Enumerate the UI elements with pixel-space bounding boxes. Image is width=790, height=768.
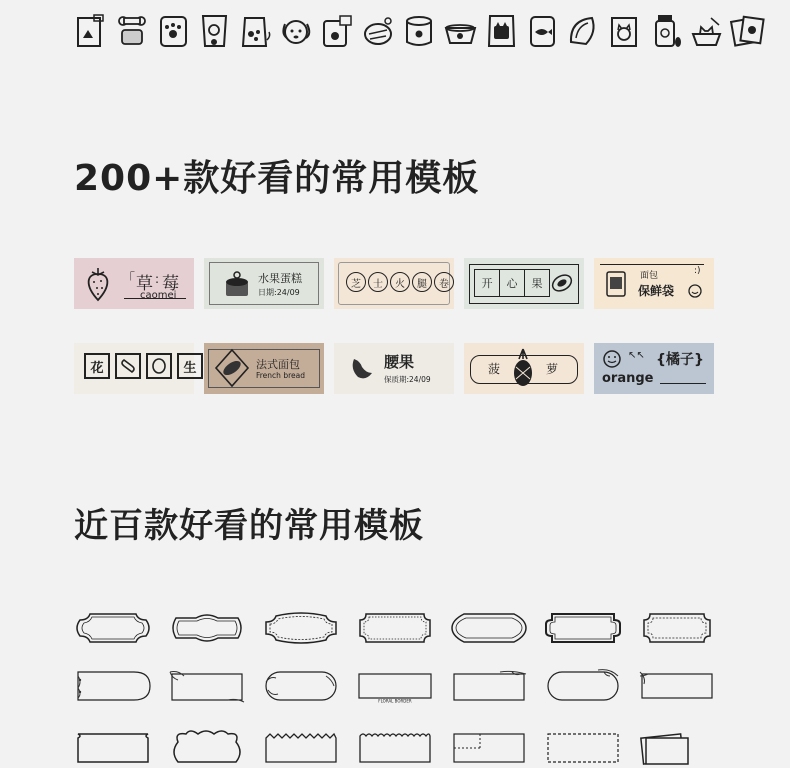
paper-frame <box>262 728 340 764</box>
ornate-frame <box>168 610 246 646</box>
pet-food-bag-icon <box>197 12 232 50</box>
peanut-icon-box <box>115 353 141 379</box>
label-cn: 法式面包 <box>256 358 300 371</box>
label-main: 保鲜袋 <box>638 284 675 298</box>
cake-icon <box>224 268 250 298</box>
template-peanut <box>74 343 197 394</box>
kibble-bag-icon <box>238 12 273 50</box>
label-date: 日期:24/09 <box>258 288 300 297</box>
paper-frame <box>356 728 434 764</box>
floral-frame <box>638 668 716 704</box>
paw-tin-icon <box>402 12 437 50</box>
label-top: 面包 <box>640 271 659 281</box>
fish-can-icon <box>525 12 560 50</box>
paw-can-icon <box>156 12 191 50</box>
label-char: 菠 <box>488 362 501 376</box>
label-char-box: 果 <box>525 269 550 297</box>
label-cn: {橘子} <box>656 352 704 368</box>
label-char-circle: 芝 <box>346 272 366 292</box>
ornate-frame <box>638 610 716 646</box>
floral-frame <box>168 668 246 704</box>
paw-card-icon <box>320 12 355 50</box>
paw-bowl-icon <box>443 12 478 50</box>
label-char: 萝 <box>546 362 559 376</box>
pet-icon-strip <box>74 12 765 50</box>
smile-icon <box>688 284 702 298</box>
template-row-1 <box>74 258 714 309</box>
section-title-frames: 近百款好看的常用模板 <box>74 506 424 546</box>
floral-frame <box>450 668 528 704</box>
bone-treat-icon <box>115 12 150 50</box>
label-char: 莓 <box>162 274 179 294</box>
template-cheese-ham-roll <box>334 258 454 309</box>
meat-treat-icon <box>361 12 396 50</box>
bread-diamond-icon <box>214 348 250 388</box>
paper-frame <box>74 728 152 764</box>
pet-bag-icon <box>74 12 109 50</box>
template-bread-bag <box>594 258 714 309</box>
ornate-frame <box>74 610 152 646</box>
pistachio-icon <box>550 270 574 296</box>
cat-bowl-icon <box>689 12 724 50</box>
label-char-box: 心 <box>500 269 525 297</box>
label-char-box: 开 <box>474 269 500 297</box>
floral-frame <box>74 668 152 704</box>
label-smile: :) <box>694 266 701 276</box>
label-en: caomei <box>140 290 177 301</box>
paper-frame <box>450 728 528 764</box>
paper-frame <box>544 728 622 764</box>
label-char: 草 <box>136 274 153 294</box>
label-date: 保质期:24/09 <box>384 375 431 384</box>
label-char-circle: 士 <box>368 272 388 292</box>
label-char-box: 花 <box>84 353 110 379</box>
smiley-icon <box>602 349 622 369</box>
fish-steak-icon <box>566 12 601 50</box>
paper-frame <box>638 728 716 764</box>
frame-row-1 <box>74 610 716 646</box>
bread-jar-icon <box>604 268 628 298</box>
cat-box-icon <box>607 12 642 50</box>
frame-row-3 <box>74 728 716 764</box>
dog-face-icon <box>279 12 314 50</box>
arrow-icon: ↖↖ <box>628 350 645 361</box>
label-name: 水果蛋糕 <box>258 272 302 285</box>
floral-frame <box>262 668 340 704</box>
floral-frame <box>544 668 622 704</box>
template-row-2 <box>74 343 714 394</box>
template-pistachio <box>464 258 584 309</box>
label-char-circle: 腿 <box>412 272 432 292</box>
section-title-templates: 200+款好看的常用模板 <box>74 158 480 199</box>
cat-food-bag-icon <box>484 12 519 50</box>
template-fruit-cake <box>204 258 324 309</box>
template-cashew <box>334 343 454 394</box>
cashew-icon <box>348 353 378 383</box>
label-char-circle: 火 <box>390 272 410 292</box>
template-pineapple <box>464 343 584 394</box>
peanut-icon-box <box>146 353 172 379</box>
ornate-frame <box>356 610 434 646</box>
pineapple-icon <box>510 347 536 389</box>
pet-card-icon <box>730 12 765 50</box>
floral-frame <box>356 668 434 704</box>
floral-border-text: FLORAL BORDER <box>378 698 412 704</box>
label-en: orange <box>602 371 654 386</box>
template-french-bread <box>204 343 324 394</box>
ornate-frame <box>450 610 528 646</box>
template-strawberry: 「 草 : 莓 caomei <box>74 258 194 309</box>
label-char-circle: 卷 <box>434 272 454 292</box>
frame-row-2 <box>74 668 716 704</box>
ornate-frame <box>262 610 340 646</box>
ornate-frame <box>544 610 622 646</box>
label-char-box: 生 <box>177 353 203 379</box>
label-name: 腰果 <box>384 353 415 371</box>
paper-frame <box>168 728 246 764</box>
template-orange <box>594 343 714 394</box>
label-en: French bread <box>256 371 305 380</box>
strawberry-icon <box>82 266 114 302</box>
pill-bottle-icon <box>648 12 683 50</box>
